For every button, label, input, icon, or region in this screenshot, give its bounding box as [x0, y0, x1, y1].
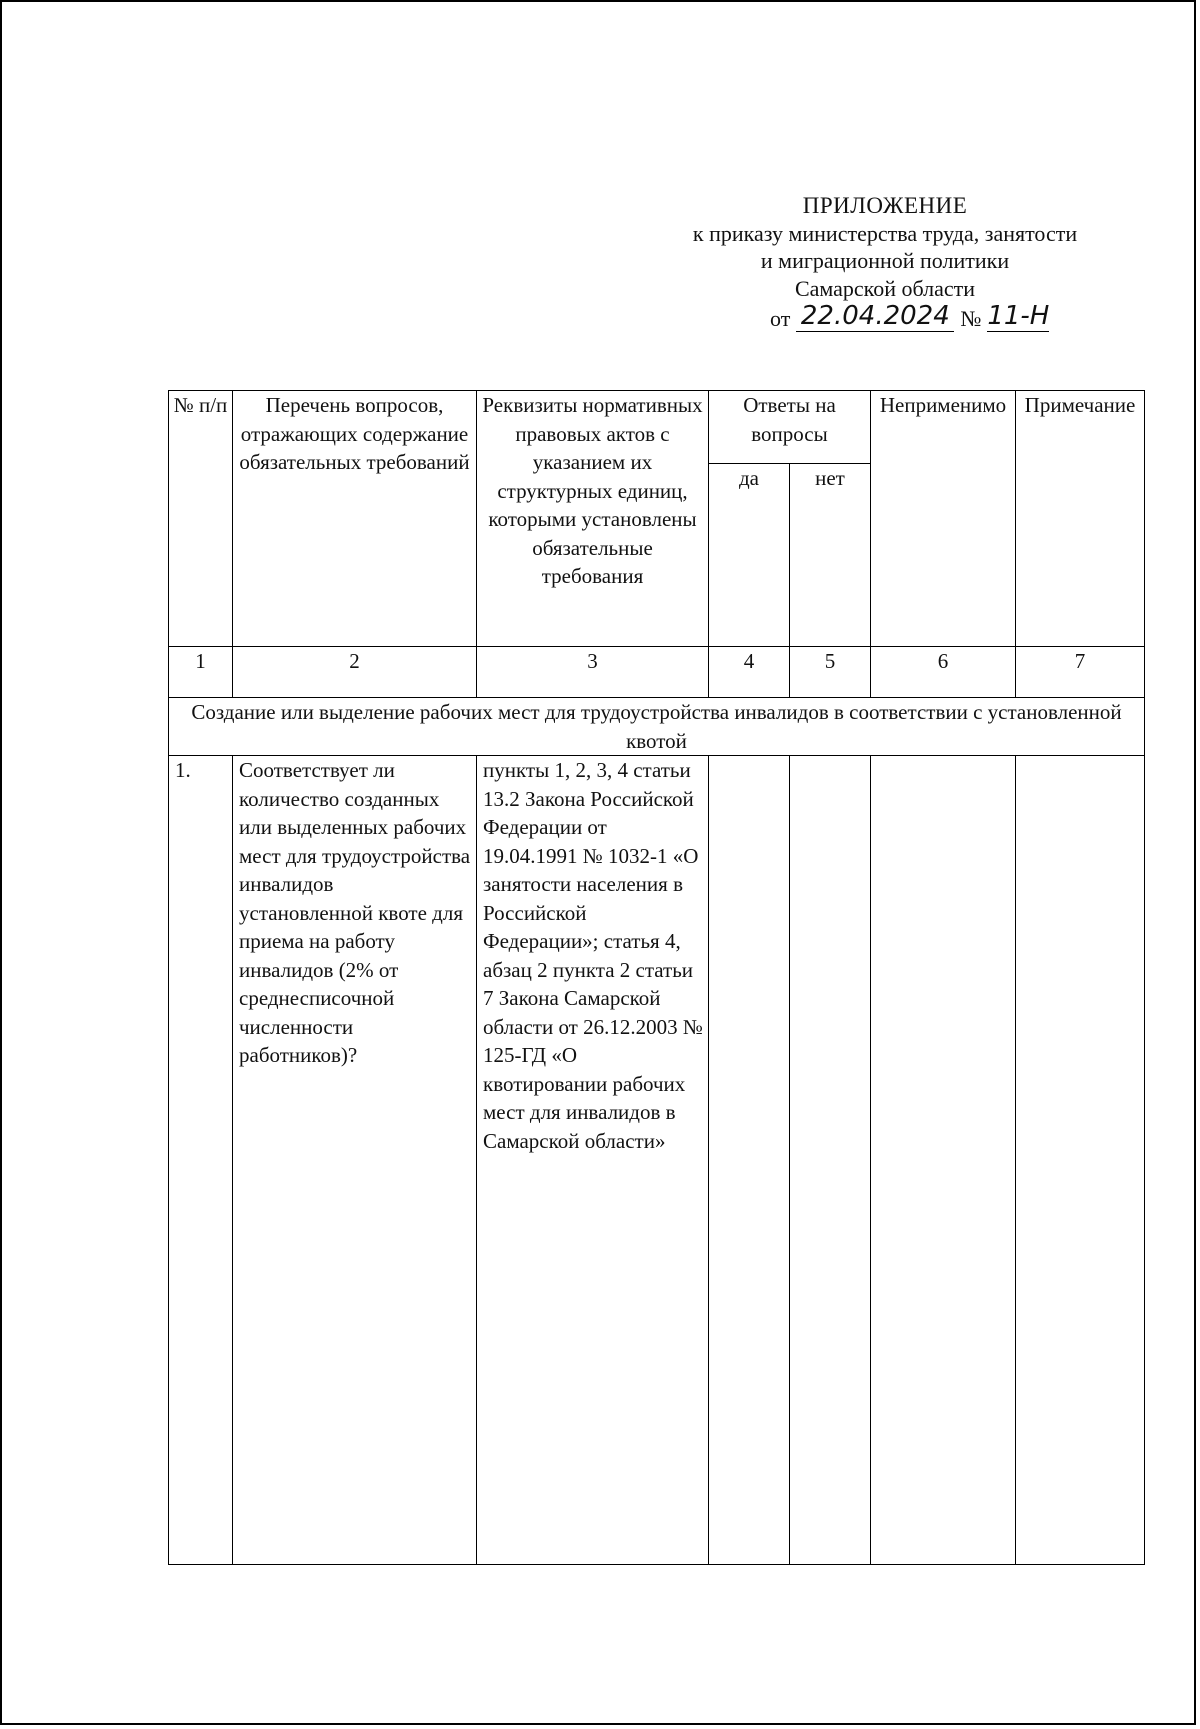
column-number: 5	[790, 647, 871, 698]
table-row	[169, 756, 1145, 1565]
column-number: 4	[709, 647, 790, 698]
row-not-applicable	[871, 756, 1016, 1565]
row-answer-no	[790, 756, 871, 1565]
header-requisites: Реквизиты нормативных правовых актов с указанием их структурных единиц, которыми установлены обязательные требования	[477, 391, 709, 647]
column-number-row	[169, 647, 1145, 698]
header-note: Примечание	[1016, 391, 1145, 647]
section-row	[169, 698, 1145, 756]
row-question: Соответствует ли количество созданных или выделенных рабочих мест для трудоустройства инвалидов установленной квоте для приема на работу инвалидов (2% от среднесписочной численности работников)?	[233, 756, 477, 1565]
order-number-slot	[987, 301, 1049, 332]
row-note	[1016, 756, 1145, 1565]
number-prefix: №	[960, 306, 982, 331]
row-answer-yes	[709, 756, 790, 1565]
appendix-title: ПРИЛОЖЕНИЕ	[802, 193, 968, 218]
header-num: № п/п	[169, 391, 233, 647]
row-requisites: пункты 1, 2, 3, 4 статьи 13.2 Закона Российской Федерации от 19.04.1991 № 1032-1 «О занятости населения в Российской Федерации»; статья 4, абзац 2 пункта 2 статьи 7 Закона Самарской области от 26.12.2003 № 125-ГД «О квотировании рабочих мест для инвалидов в Самарской области»	[477, 756, 709, 1565]
appendix-header	[640, 192, 1130, 302]
header-answers: Ответы на вопросы	[709, 391, 871, 464]
section-title: Создание или выделение рабочих мест для трудоустройства инвалидов в соответствии с установленной квотой	[169, 698, 1145, 756]
order-date-line	[770, 303, 1049, 334]
checklist-table	[168, 390, 1145, 1565]
header-not-applicable: Неприменимо	[871, 391, 1016, 647]
row-num: 1.	[169, 756, 233, 1565]
header-yes: да	[709, 464, 790, 647]
header-questions: Перечень вопросов, отражающих содержание обязательных требований	[233, 391, 477, 647]
column-number: 6	[871, 647, 1016, 698]
appendix-line-3: Самарской области	[794, 275, 976, 301]
order-date-handwritten: 22.04.2024	[800, 301, 950, 331]
column-number: 2	[233, 647, 477, 698]
table-header-row	[169, 391, 1145, 464]
appendix-line-1: к приказу министерства труда, занятости	[692, 220, 1078, 246]
date-prefix: от	[770, 306, 791, 331]
header-no: нет	[790, 464, 871, 647]
column-number: 1	[169, 647, 233, 698]
order-number-handwritten: 11-Н	[987, 301, 1050, 331]
appendix-line-2: и миграционной политики	[760, 248, 1010, 273]
column-number: 3	[477, 647, 709, 698]
order-date-slot	[796, 301, 954, 332]
column-number: 7	[1016, 647, 1145, 698]
